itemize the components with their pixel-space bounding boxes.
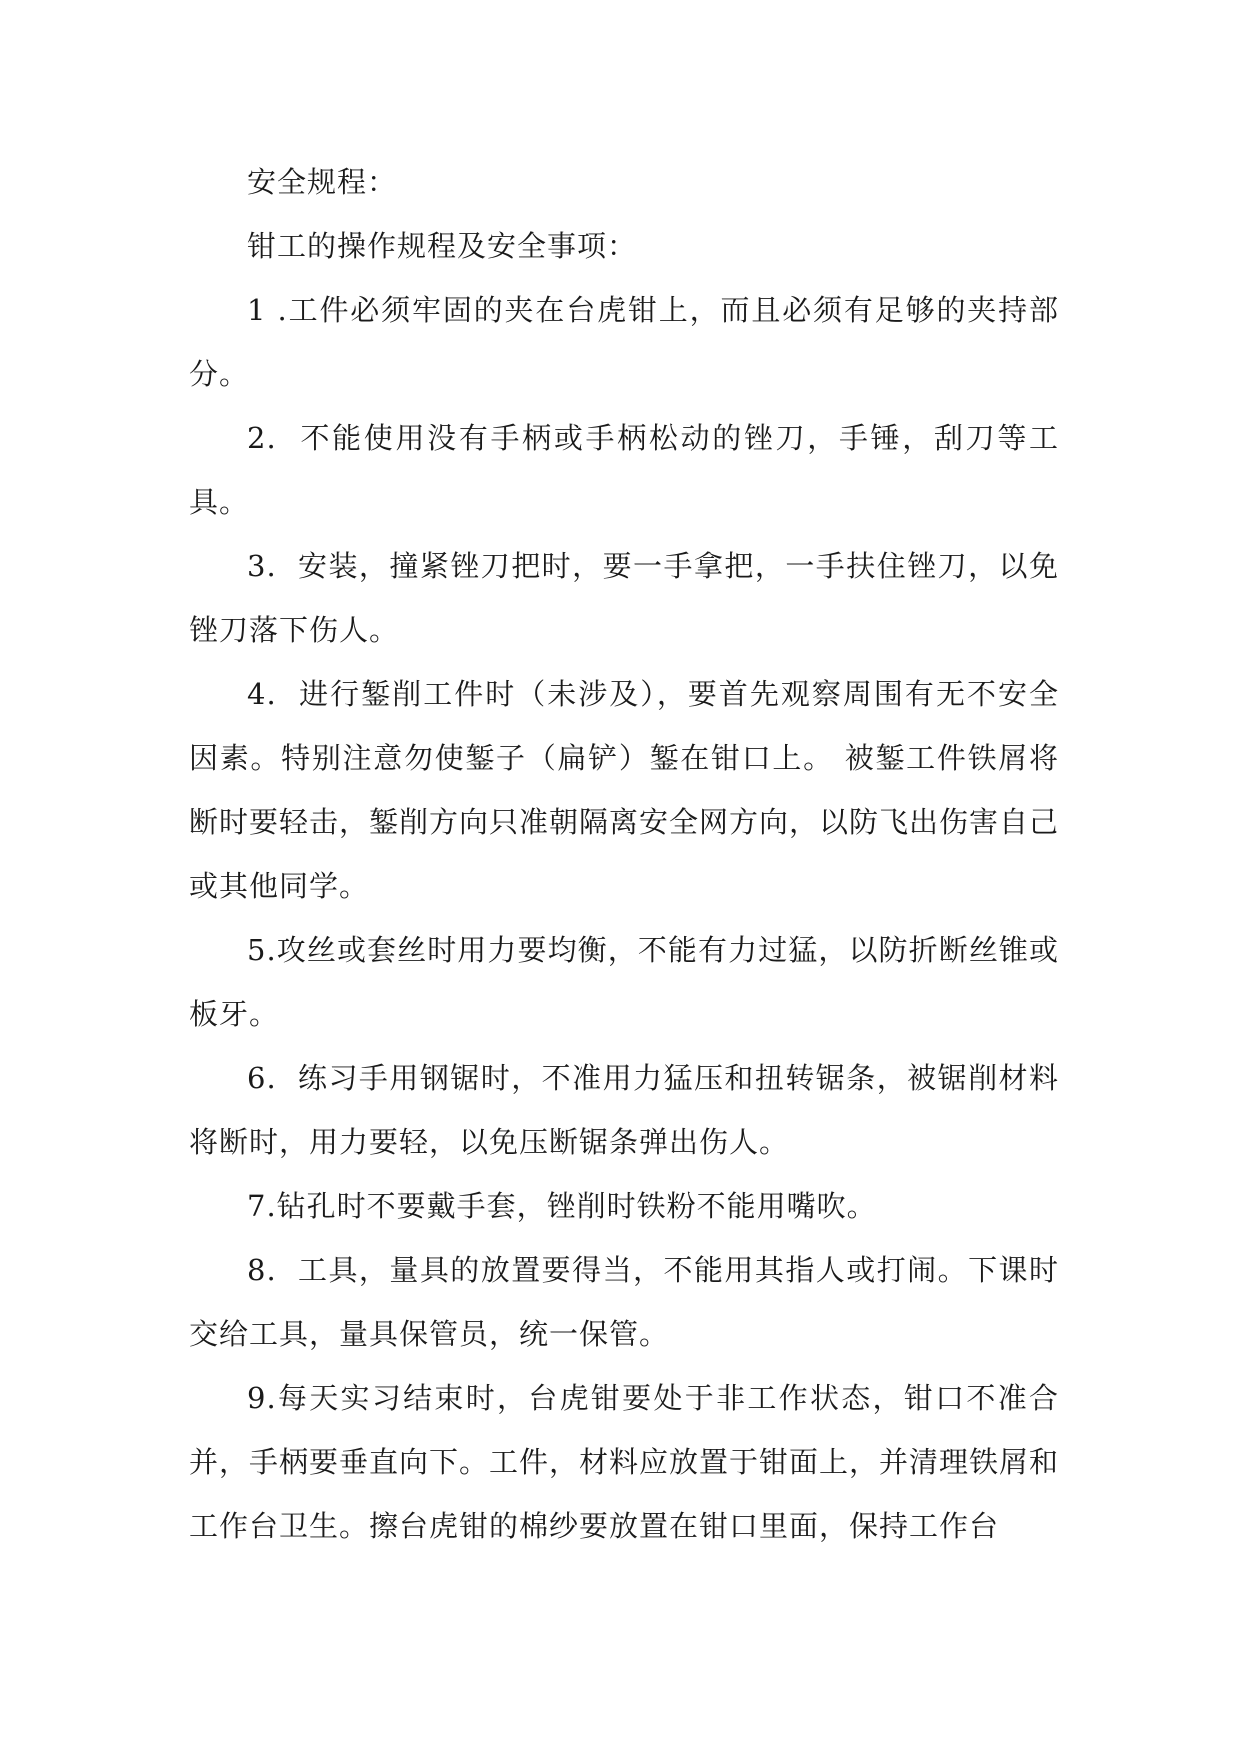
rule-item-7: 7.钻孔时不要戴手套，锉削时铁粉不能用嘴吹。 — [247, 1189, 877, 1223]
rule-item-2: 2. 不能使用没有手柄或手柄松动的锉刀，手锤，刮刀等工具。 — [189, 421, 1059, 519]
rule-item-6: 6. 练习手用钢锯时，不准用力猛压和扭转锯条，被锯削材料将断时，用力要轻，以免压断锯条弹出伤人。 — [189, 1061, 1059, 1159]
rule-item-5: 5.攻丝或套丝时用力要均衡，不能有力过猛，以防折断丝锥或板牙。 — [189, 933, 1059, 1031]
rule-item-3: 3. 安装，撞紧锉刀把时，要一手拿把，一手扶住锉刀，以免锉刀落下伤人。 — [189, 549, 1059, 647]
rule-item-8: 8. 工具，量具的放置要得当，不能用其指人或打闹。下课时交给工具，量具保管员，统一保管。 — [189, 1253, 1059, 1351]
section-subheading: 钳工的操作规程及安全事项： — [247, 229, 638, 263]
rule-item-9: 9.每天实习结束时，台虎钳要处于非工作状态，钳口不准合并，手柄要垂直向下。工件，材料应放置于钳面上，并清理铁屑和工作台卫生。擦台虎钳的棉纱要放置在钳口里面，保持工作台 — [189, 1381, 1060, 1543]
rule-item-4: 4. 进行錾削工件时（未涉及），要首先观察周围有无不安全因素。特别注意勿使錾子（扁铲）錾在钳口上。 被錾工件铁屑将断时要轻击，錾削方向只准朝隔离安全网方向，以防飞出伤害自己或其他同学。 — [189, 677, 1060, 903]
section-heading: 安全规程： — [247, 165, 398, 199]
rule-item-1: 1 .工件必须牢固的夹在台虎钳上，而且必须有足够的夹持部分。 — [189, 293, 1059, 391]
document-body — [189, 150, 1059, 1558]
